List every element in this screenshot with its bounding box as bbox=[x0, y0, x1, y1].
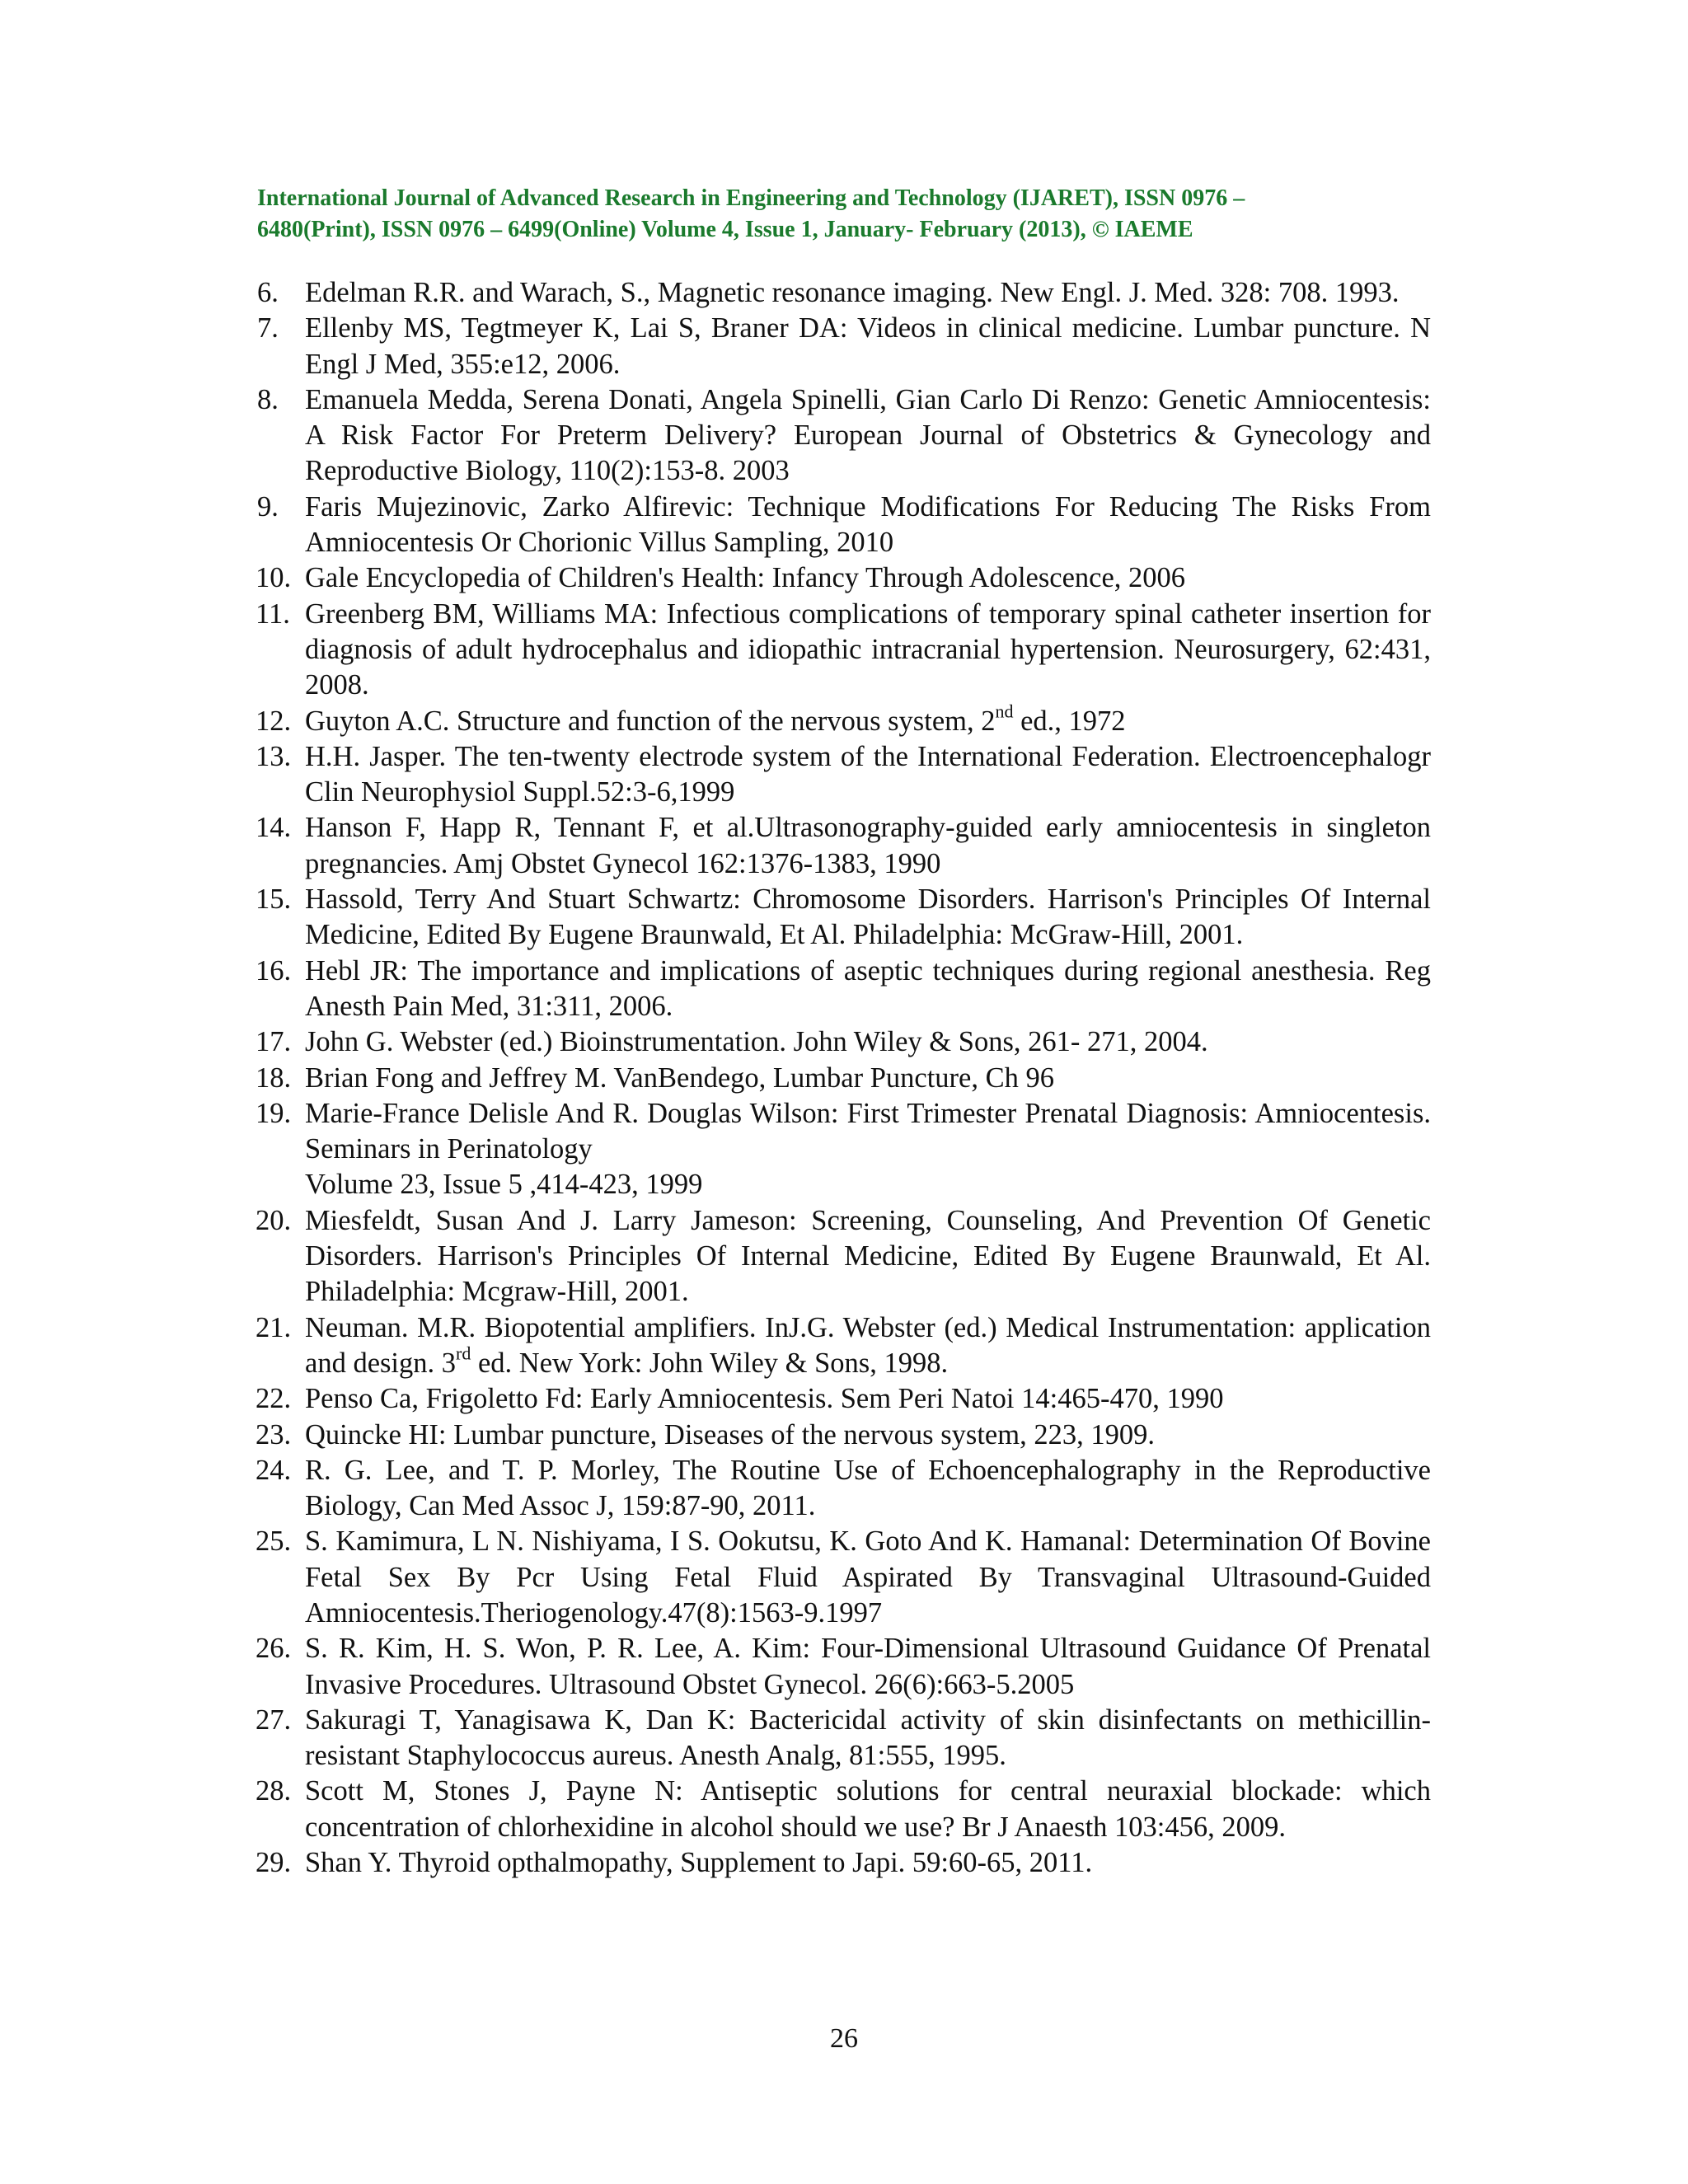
reference-text: Emanuela Medda, Serena Donati, Angela Spinelli, Gian Carlo Di Renzo: Genetic Amniocentesis: A Risk Factor For Preterm Delivery? European Journal of Obstetrics & Gynecology and Reproductive Biology, 110(2):153-8. 2003 bbox=[305, 383, 1431, 487]
reference-item bbox=[257, 597, 1431, 704]
reference-number: 19. bbox=[256, 1097, 292, 1129]
reference-item bbox=[257, 560, 1431, 596]
reference-text: Brian Fong and Jeffrey M. VanBendego, Lumbar Puncture, Ch 96 bbox=[305, 1062, 1054, 1094]
reference-number: 7. bbox=[257, 312, 279, 344]
reference-number: 13. bbox=[256, 740, 292, 772]
reference-item bbox=[257, 810, 1431, 882]
reference-text: Ellenby MS, Tegtmeyer K, Lai S, Braner DA: Videos in clinical medicine. Lumbar puncture. N Engl J Med, 355:e12, 2006. bbox=[305, 312, 1431, 380]
reference-text: R. G. Lee, and T. P. Morley, The Routine Use of Echoencephalography in the Reproductive Biology, Can Med Assoc J, 159:87-90, 2011. bbox=[305, 1454, 1431, 1522]
reference-number: 27. bbox=[256, 1704, 292, 1736]
reference-text-line-2: Volume 23, Issue 5 ,414-423, 1999 bbox=[305, 1169, 703, 1201]
reference-text-main: Neuman. M.R. Biopotential amplifiers. InJ.G. Webster (ed.) Medical Instrumentation: application and design. 3 bbox=[305, 1311, 1431, 1379]
reference-number: 10. bbox=[256, 562, 292, 594]
reference-item bbox=[257, 739, 1431, 811]
reference-text: H.H. Jasper. The ten-twenty electrode system of the International Federation. Electroencephalogr Clin Neurophysiol Suppl.52:3-6,1999 bbox=[305, 740, 1431, 808]
reference-number: 28. bbox=[256, 1775, 292, 1807]
journal-header-line-2: 6480(Print), ISSN 0976 – 6499(Online) Volume 4, Issue 1, January- February (2013), © IAEME bbox=[257, 217, 1193, 242]
reference-number: 22. bbox=[256, 1383, 292, 1415]
ordinal-suffix: rd bbox=[456, 1343, 471, 1364]
reference-number: 23. bbox=[256, 1418, 292, 1451]
reference-text-main: Guyton A.C. Structure and function of the nervous system, 2 bbox=[305, 705, 996, 737]
reference-number: 29. bbox=[256, 1847, 292, 1879]
reference-text bbox=[305, 1312, 1431, 1379]
reference-number: 8. bbox=[257, 383, 279, 415]
reference-item bbox=[257, 882, 1431, 954]
reference-text: Miesfeldt, Susan And J. Larry Jameson: Screening, Counseling, And Prevention Of Genetic Disorders. Harrison's Principles Of Internal Medicine, Edited By Eugene Braunwald, Et Al. Philadelphia: Mcgraw-Hill, 2001. bbox=[305, 1204, 1431, 1308]
reference-text: S. Kamimura, L N. Nishiyama, I S. Ookutsu, K. Goto And K. Hamanal: Determination Of Bovine Fetal Sex By Pcr Using Fetal Fluid Aspirated By Transvaginal Ultrasound-Guided Amniocentesis.Theriogenology.47(8):1563-9.1997 bbox=[305, 1526, 1431, 1629]
reference-text-tail: ed. New York: John Wiley & Sons, 1998. bbox=[471, 1347, 949, 1379]
reference-item bbox=[257, 1310, 1431, 1382]
ordinal-suffix: nd bbox=[995, 701, 1014, 722]
reference-number: 25. bbox=[256, 1526, 292, 1558]
reference-text bbox=[305, 1098, 1431, 1201]
reference-text: Scott M, Stones J, Payne N: Antiseptic solutions for central neuraxial blockade: which concentration of chlorhexidine in alcohol should we use? Br J Anaesth 103:456, 2009. bbox=[305, 1775, 1431, 1843]
reference-number: 14. bbox=[256, 812, 292, 844]
reference-item bbox=[257, 311, 1431, 382]
reference-number: 17. bbox=[256, 1026, 292, 1058]
reference-item bbox=[257, 1203, 1431, 1310]
reference-item bbox=[257, 1524, 1431, 1631]
reference-text: Greenberg BM, Williams MA: Infectious complications of temporary spinal catheter insertion for diagnosis of adult hydrocephalus and idiopathic intracranial hypertension. Neurosurgery, 62:431, 2008. bbox=[305, 598, 1431, 701]
reference-number: 16. bbox=[256, 954, 292, 987]
reference-text: Quincke HI: Lumbar puncture, Diseases of the nervous system, 223, 1909. bbox=[305, 1418, 1155, 1451]
reference-text: S. R. Kim, H. S. Won, P. R. Lee, A. Kim: Four-Dimensional Ultrasound Guidance Of Prenatal Invasive Procedures. Ultrasound Obstet Gynecol. 26(6):663-5.2005 bbox=[305, 1633, 1431, 1700]
reference-text: Hanson F, Happ R, Tennant F, et al.Ultrasonography-guided early amniocentesis in singleton pregnancies. Amj Obstet Gynecol 162:1376-1383, 1990 bbox=[305, 812, 1431, 879]
reference-item bbox=[257, 1381, 1431, 1417]
reference-text: Edelman R.R. and Warach, S., Magnetic resonance imaging. New Engl. J. Med. 328: 708. 1993. bbox=[305, 277, 1400, 308]
reference-text: Gale Encyclopedia of Children's Health: Infancy Through Adolescence, 2006 bbox=[305, 562, 1186, 594]
reference-item bbox=[257, 1774, 1431, 1845]
reference-item bbox=[257, 1703, 1431, 1774]
reference-text: Hassold, Terry And Stuart Schwartz: Chromosome Disorders. Harrison's Principles Of Internal Medicine, Edited By Eugene Braunwald, Et Al. Philadelphia: McGraw-Hill, 2001. bbox=[305, 883, 1431, 951]
reference-text: John G. Webster (ed.) Bioinstrumentation. John Wiley & Sons, 261- 271, 2004. bbox=[305, 1026, 1208, 1058]
reference-item bbox=[257, 1024, 1431, 1060]
journal-header-line-1: International Journal of Advanced Research in Engineering and Technology (IJARET), ISSN 0976 – bbox=[257, 185, 1245, 211]
reference-text: Hebl JR: The importance and implications of aseptic techniques during regional anesthesia. Reg Anesth Pain Med, 31:311, 2006. bbox=[305, 954, 1431, 1022]
reference-number: 12. bbox=[256, 705, 292, 737]
reference-text-tail: ed., 1972 bbox=[1013, 705, 1126, 737]
reference-item bbox=[257, 275, 1431, 311]
reference-number: 26. bbox=[256, 1633, 292, 1665]
reference-item bbox=[257, 490, 1431, 561]
reference-text: Sakuragi T, Yanagisawa K, Dan K: Bactericidal activity of skin disinfectants on methicillin-resistant Staphylococcus aureus. Anesth Analg, 81:555, 1995. bbox=[305, 1704, 1431, 1772]
reference-text bbox=[305, 701, 1126, 737]
reference-item bbox=[256, 701, 1431, 739]
reference-number: 9. bbox=[257, 490, 279, 523]
reference-number: 15. bbox=[256, 883, 292, 916]
reference-number: 6. bbox=[257, 277, 279, 308]
reference-item bbox=[257, 1845, 1431, 1881]
reference-text: Faris Mujezinovic, Zarko Alfirevic: Technique Modifications For Reducing The Risks From Amniocentesis Or Chorionic Villus Sampling, 2010 bbox=[305, 490, 1431, 559]
reference-item bbox=[257, 1453, 1431, 1525]
reference-text: Penso Ca, Frigoletto Fd: Early Amniocentesis. Sem Peri Natoi 14:465-470, 1990 bbox=[305, 1383, 1224, 1415]
reference-item bbox=[257, 382, 1431, 490]
page-number: 26 bbox=[830, 2023, 858, 2054]
reference-item bbox=[257, 954, 1431, 1025]
reference-text: Shan Y. Thyroid opthalmopathy, Supplement to Japi. 59:60-65, 2011. bbox=[305, 1847, 1093, 1879]
reference-item bbox=[257, 1096, 1431, 1203]
reference-item bbox=[257, 1061, 1431, 1096]
reference-number: 20. bbox=[256, 1204, 292, 1236]
reference-number: 21. bbox=[256, 1311, 292, 1343]
reference-item bbox=[257, 1631, 1431, 1703]
reference-number: 18. bbox=[256, 1062, 292, 1094]
journal-header bbox=[257, 183, 1431, 246]
reference-item bbox=[257, 1418, 1431, 1453]
reference-number: 24. bbox=[256, 1454, 292, 1486]
reference-text-line-1: Marie-France Delisle And R. Douglas Wilson: First Trimester Prenatal Diagnosis: Amniocentesis. Seminars in Perinatology bbox=[305, 1097, 1431, 1165]
reference-list bbox=[257, 275, 1431, 1881]
reference-number: 11. bbox=[256, 598, 290, 630]
